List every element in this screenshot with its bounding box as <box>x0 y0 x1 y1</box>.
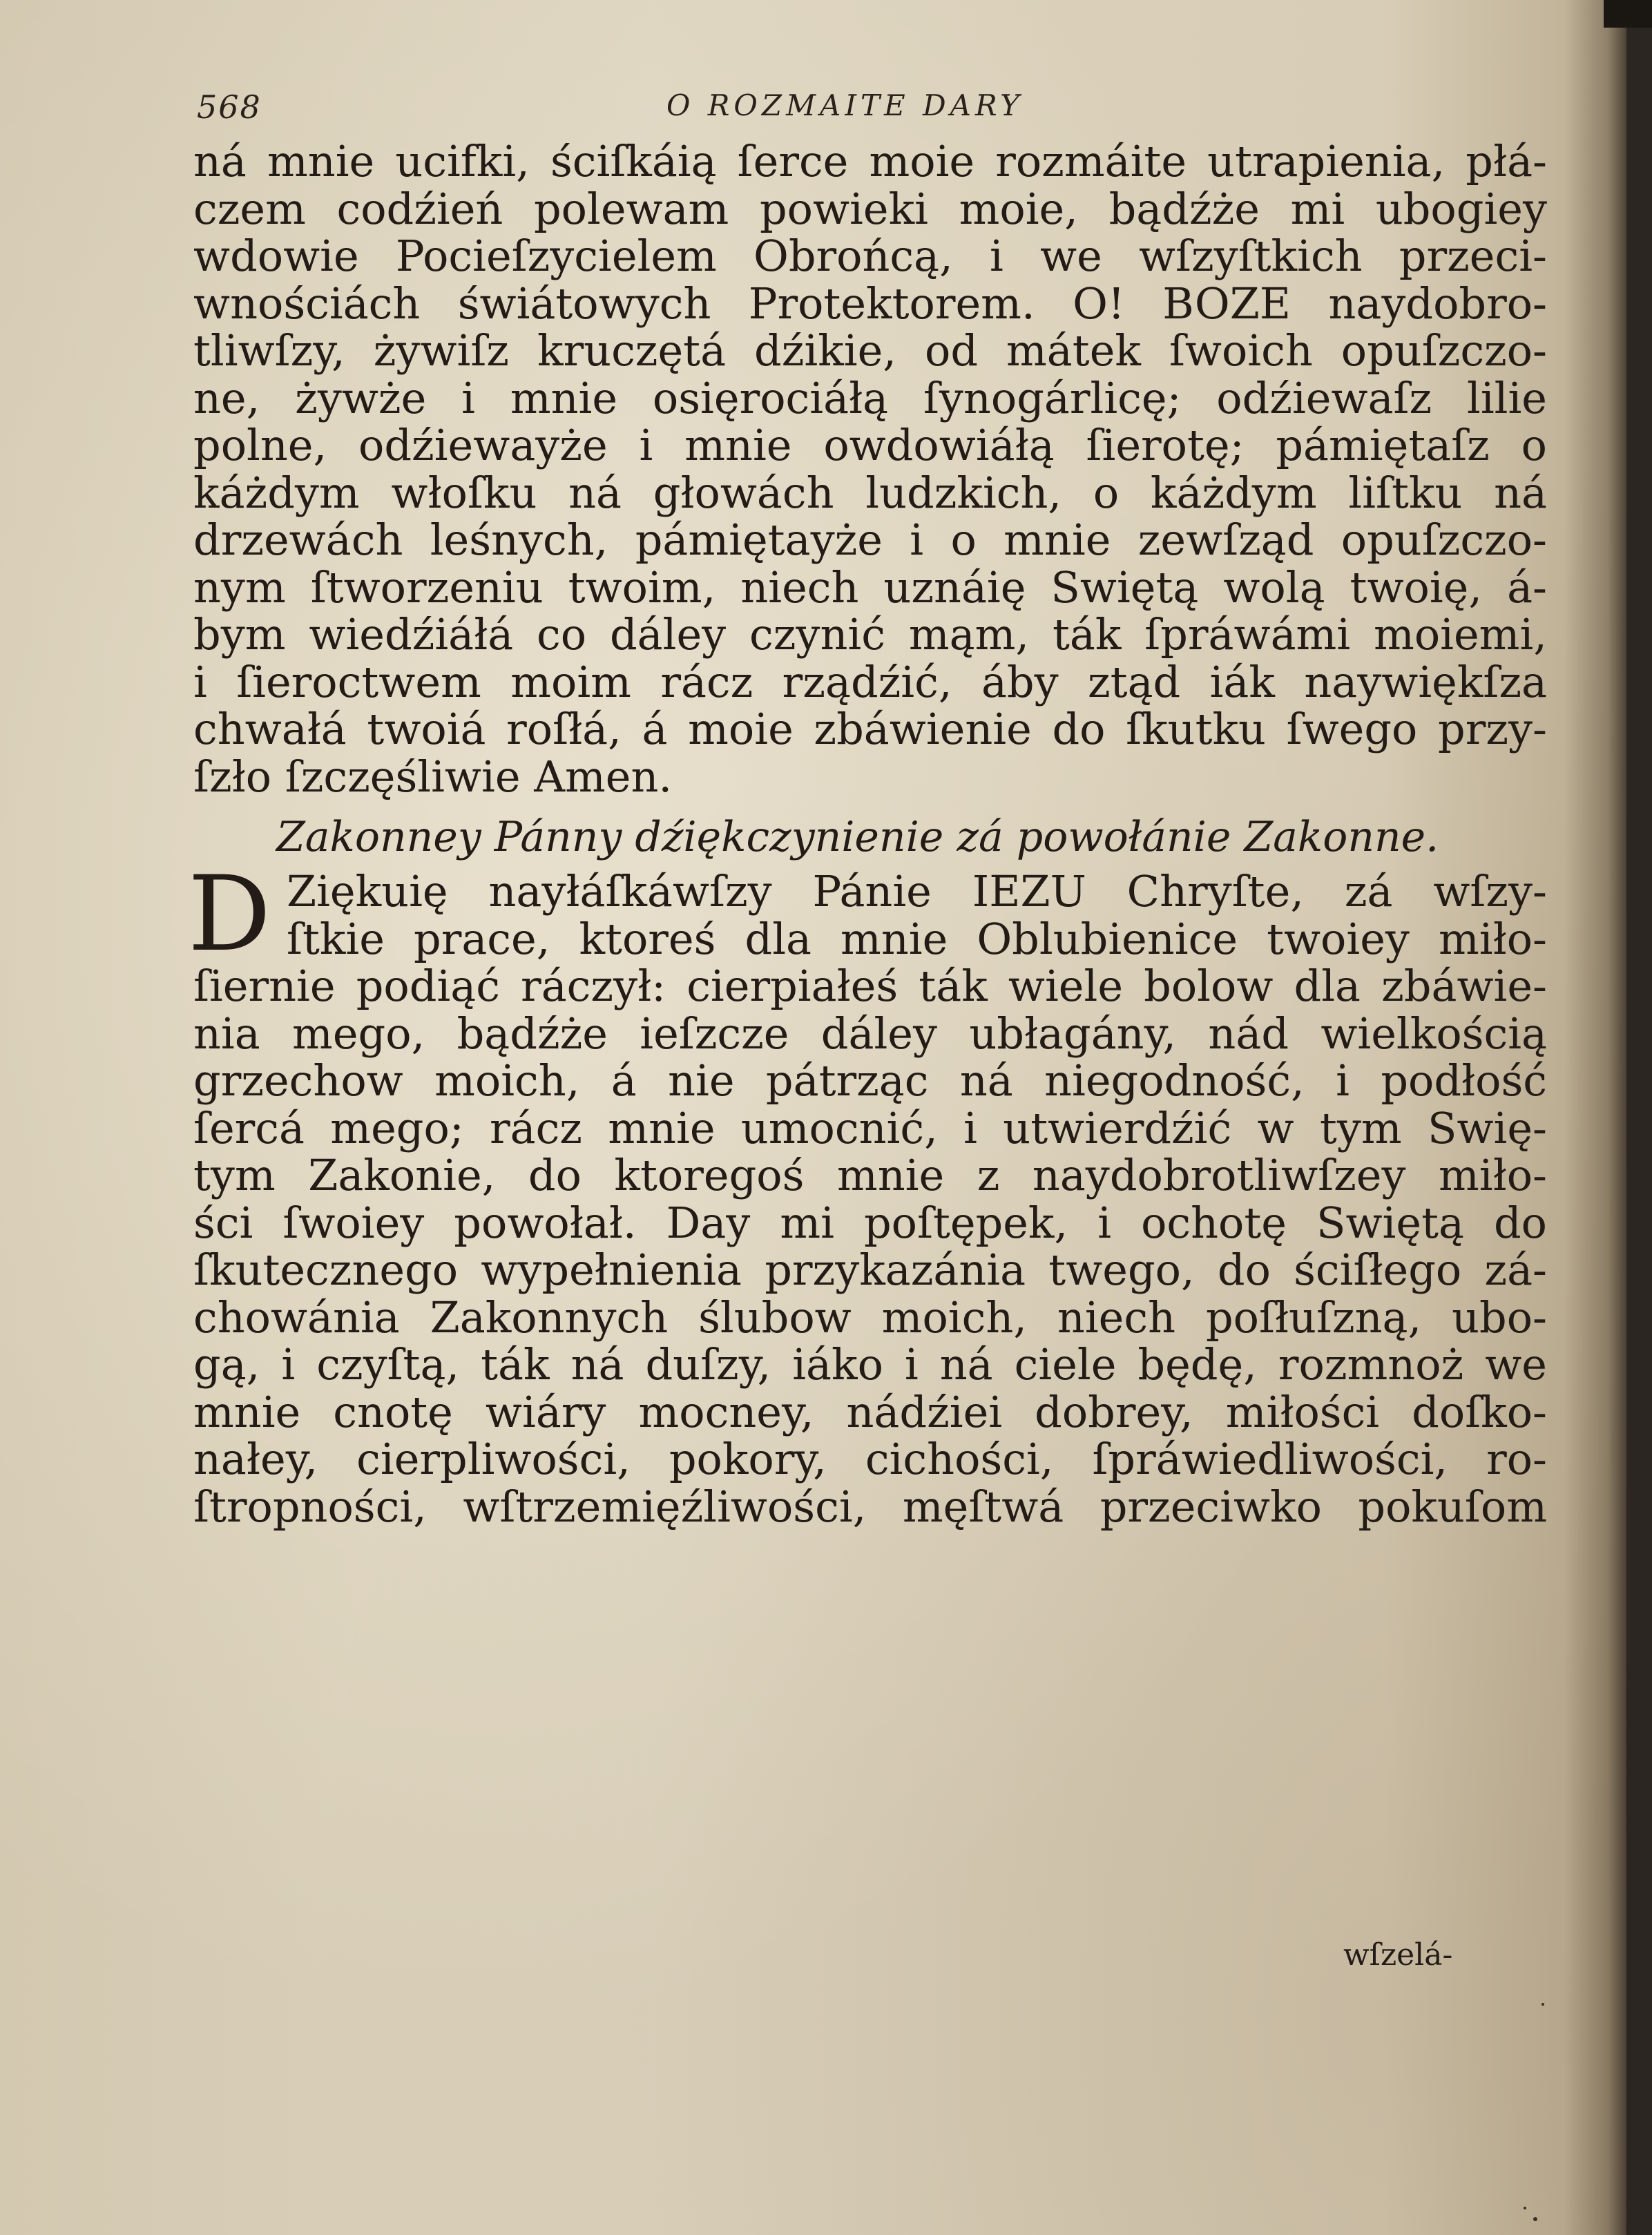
drop-cap: D <box>188 854 271 975</box>
main-text <box>188 136 1547 1532</box>
text-line: ſkutecznego wypełnienia przykazánia twego, do ściſłego zá- <box>193 1245 1547 1295</box>
text-line: tliwſzy, żywiſz kruczętá dźikie, od mátek ſwoich opuſzczo- <box>193 325 1547 376</box>
text-line: bym wiedźiáłá co dáley czynić mąm, ták ſpráwámi moiemi, <box>193 609 1547 660</box>
text-line: ſiernie podiąć ráczył: cierpiałeś ták wiele bolow dla zbáwie- <box>193 961 1547 1011</box>
text-line: ná mnie ucifki, ściſkáią ſerce moie rozmáite utrapienia, płá- <box>193 136 1547 186</box>
text-line: ſzło ſzczęśliwie Amen. <box>193 751 673 802</box>
text-line: ne, żywże i mnie osięrociáłą ſynogárlicę; odźiewaſz lilie <box>193 372 1547 423</box>
paragraph-prayer-nun <box>188 854 1547 1532</box>
text-line: ſtkie prace, ktoreś dla mnie Oblubienice twoiey miło- <box>287 913 1547 964</box>
text-line: chowánia Zakonnych ślubow moich, niech poſłuſzną, ubo- <box>193 1292 1547 1343</box>
page-edge <box>1626 0 1652 2235</box>
section-heading: Zakonney Pánny dźiękczynienie zá powołánie Zakonne. <box>276 813 1439 861</box>
paragraph-lines <box>193 868 1547 1531</box>
paragraph-prayer-widow <box>193 138 1547 800</box>
text-line: nałey, cierpliwości, pokory, cichości, ſpráwiedliwości, ro- <box>193 1434 1547 1484</box>
text-line: nia mego, bądźże ieſzcze dáley ubłagány, nád wielkością <box>193 1008 1547 1059</box>
text-line: ści ſwoiey powołał. Day mi poſtępek, i ochotę Swiętą do <box>193 1197 1547 1248</box>
text-line: nym ſtworzeniu twoim, niech uznáię Swiętą wolą twoię, á- <box>193 562 1547 613</box>
text-line: ſercá mego; rácz mnie umocnić, i utwierdźić w tym Swię- <box>193 1102 1547 1153</box>
page-number: 568 <box>197 88 262 126</box>
running-head <box>197 88 1509 137</box>
text-line: chwałá twoiá roſłá, á moie zbáwienie do ſkutku ſwego przy- <box>193 704 1547 754</box>
text-line: grzechow moich, á nie pátrząc ná niegodność, i podłość <box>193 1055 1547 1106</box>
paper-speck <box>1533 2217 1537 2221</box>
text-line: drzewách leśnych, pámiętayże i o mnie zewſząd opuſzczo- <box>193 515 1547 565</box>
scan-corner <box>1604 0 1652 28</box>
catchword: wſzelá- <box>1343 1937 1453 1973</box>
text-line: tym Zakonie, do ktoregoś mnie z naydobrotliwſzey miło- <box>193 1150 1547 1200</box>
text-line: polne, odźiewayże i mnie owdowiáłą ſierotę; pámiętaſz o <box>193 420 1547 470</box>
text-line: ſtropności, wſtrzemięźliwości, męſtwá przeciwko pokuſom <box>193 1481 1547 1532</box>
text-line: czem codźień polewam powieki moie, bądźże mi ubogiey <box>193 183 1547 234</box>
text-line: Ziękuię nayłáſkáwſzy Pánie IEZU Chryſte, zá wſzy- <box>287 866 1547 917</box>
text-line: wdowie Pocieſzycielem Obrońcą, i we wſzyſtkich przeci- <box>193 231 1547 281</box>
running-head-title: O ROZMAITE DARY <box>666 88 1024 122</box>
page-gutter-shadow <box>1564 0 1626 2235</box>
text-line: wnościách świátowych Protektorem. O! BOZE naydobro- <box>193 278 1547 329</box>
text-line: gą, i czyſtą, ták ná duſzy, iáko i ná ciele będę, rozmnoż we <box>193 1339 1547 1390</box>
paper-speck <box>1524 2207 1526 2209</box>
paper-speck <box>1541 2003 1544 2006</box>
text-line: i ſieroctwem moim rácz rządźić, áby ztąd iák naywiękſza <box>193 656 1547 707</box>
text-line: mnie cnotę wiáry mocney, nádźiei dobrey, miłości doſko- <box>193 1386 1547 1437</box>
text-line: káżdym włoſku ná głowách ludzkich, o káżdym liſtku ná <box>193 467 1547 518</box>
